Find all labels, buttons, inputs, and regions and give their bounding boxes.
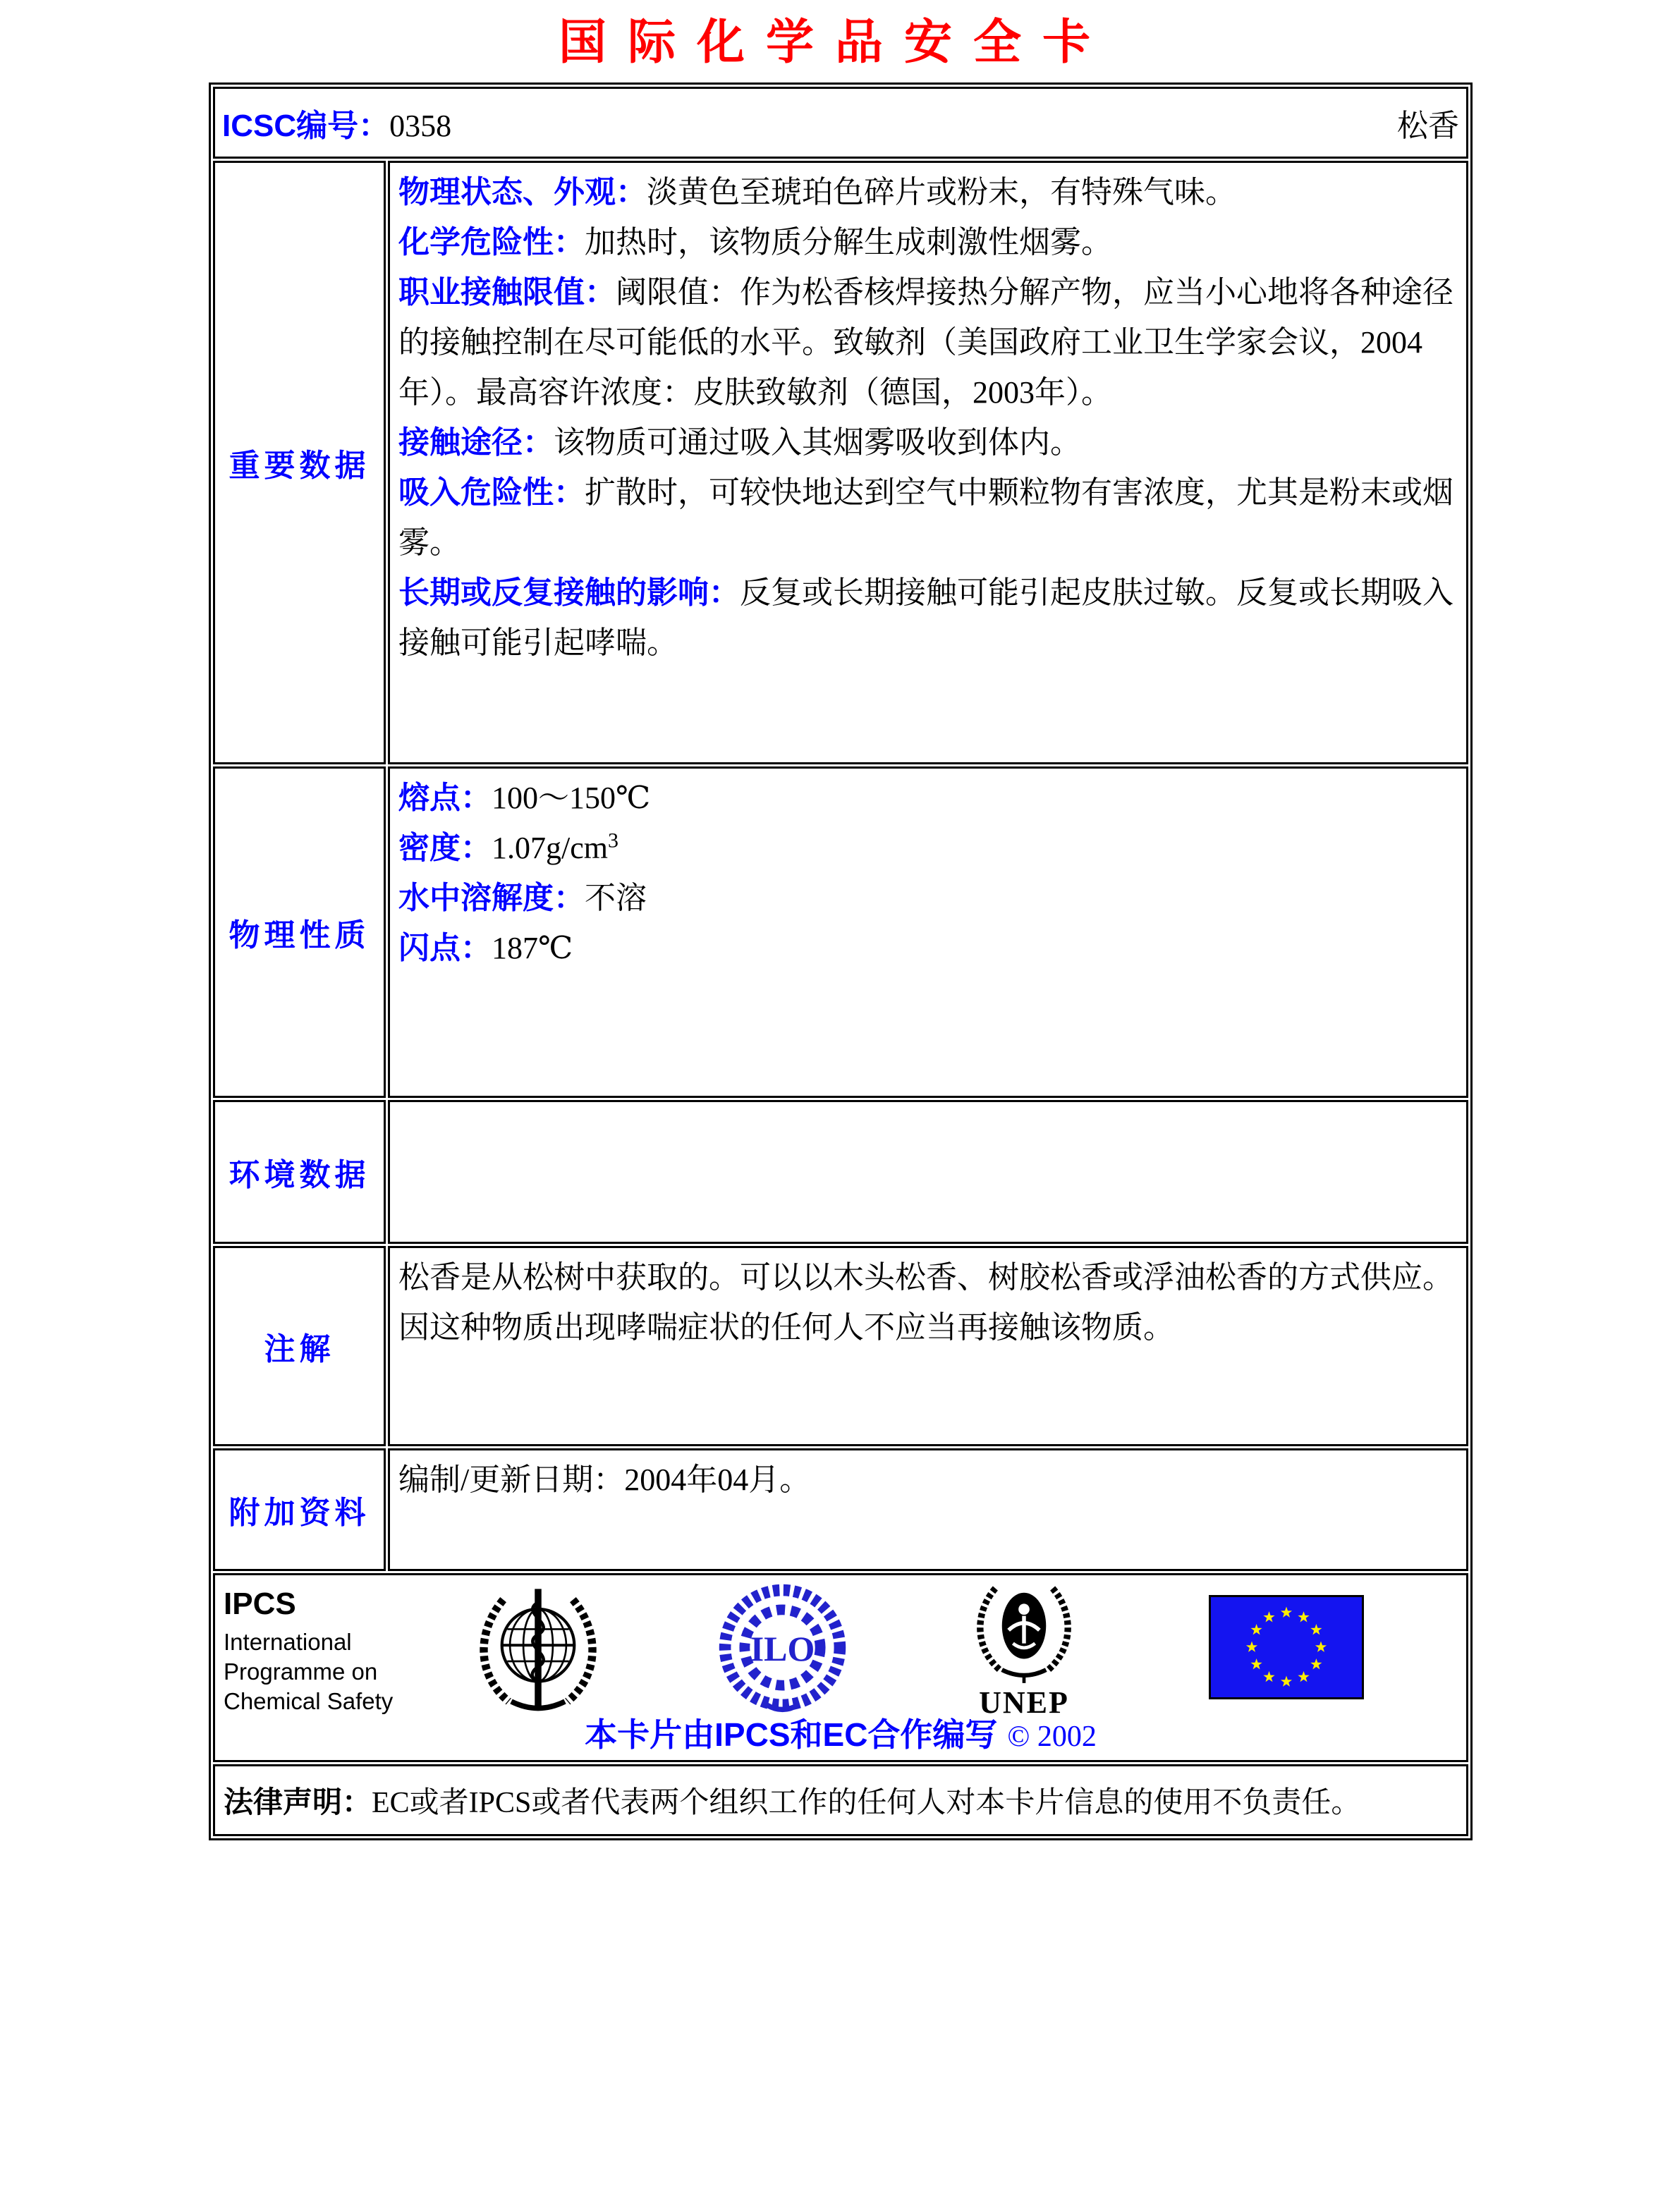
row-label-physical-properties: 物理性质 — [213, 766, 386, 1098]
field-label: 闪点： — [398, 931, 492, 965]
field-value: 阈限值：作为松香核焊接热分解产物，应当小心地将各种途径的接触控制在尽可能低的水平。致敏剂（美国政府工业卫生学家会议，2004年）。最高容许浓度：皮肤致敏剂（德国，2003年）。 — [398, 275, 1453, 410]
copyright-text: 本卡片由IPCS和EC合作编写 — [585, 1716, 998, 1753]
physical-property-item — [398, 823, 1458, 873]
field-value: 加热时，该物质分解生成刺激性烟雾。 — [585, 225, 1112, 259]
important-data-item — [398, 167, 1458, 217]
important-data-item — [398, 267, 1458, 417]
field-value: 不溶 — [585, 881, 647, 915]
field-value: 扩散时，可较快地达到空气中颗粒物有害浓度，尤其是粉末或烟雾。 — [398, 475, 1453, 560]
ilo-logo-icon — [717, 1582, 848, 1713]
field-label: 水中溶解度： — [398, 881, 585, 915]
field-label: 熔点： — [398, 781, 492, 815]
row-label-environmental-data: 环境数据 — [213, 1100, 386, 1244]
row-label-additional-info: 附加资料 — [213, 1448, 386, 1571]
environmental-data-content — [388, 1100, 1468, 1244]
row-label-notes: 注解 — [213, 1246, 386, 1446]
footer-logos-row — [213, 1573, 1468, 1762]
ipcs-acronym: IPCS — [224, 1587, 296, 1621]
eu-flag-icon — [1209, 1595, 1364, 1699]
field-label: 接触途径： — [398, 425, 554, 460]
physical-property-item — [398, 873, 1458, 923]
icsc-table — [209, 83, 1473, 1840]
field-value: 2004年04月。 — [624, 1462, 811, 1497]
field-value: 1.07g/cm — [492, 831, 608, 865]
field-value: 反复或长期接触可能引起皮肤过敏。反复或长期吸入接触可能引起哮喘。 — [398, 575, 1453, 660]
chemical-name: 松香 — [1397, 109, 1459, 143]
important-data-item — [398, 217, 1458, 267]
field-label: 密度： — [398, 831, 492, 865]
field-value: 该物质可通过吸入其烟雾吸收到体内。 — [554, 425, 1081, 460]
field-label: 长期或反复接触的影响： — [398, 575, 740, 610]
unep-label: UNEP — [979, 1685, 1069, 1720]
field-label: 吸入危险性： — [398, 475, 585, 510]
icsc-card-page — [0, 4, 1670, 2212]
superscript: 3 — [607, 829, 618, 853]
important-data-item — [398, 468, 1458, 568]
field-label: 化学危险性： — [398, 225, 585, 259]
unep-logo-block — [957, 1579, 1091, 1721]
physical-properties-content — [388, 766, 1468, 1098]
legal-notice-row — [213, 1764, 1468, 1836]
copyright-year: © 2002 — [1007, 1721, 1097, 1753]
field-value: 187℃ — [492, 931, 573, 965]
icsc-number-value: 0358 — [389, 109, 452, 143]
important-data-item — [398, 568, 1458, 668]
row-label-important-data: 重要数据 — [213, 161, 386, 764]
ipcs-line: Programme on — [224, 1658, 378, 1685]
icsc-number-group — [222, 100, 451, 145]
unep-emblem-icon — [968, 1579, 1080, 1685]
icsc-number-label: ICSC编号： — [222, 109, 390, 143]
important-data-content — [388, 161, 1468, 764]
field-value: 100～150℃ — [492, 781, 651, 815]
field-label: 编制/更新日期： — [398, 1462, 625, 1497]
ipcs-line: International — [224, 1629, 352, 1655]
additional-info-content — [388, 1448, 1468, 1571]
field-label: 职业接触限值： — [398, 275, 616, 310]
header-row — [213, 87, 1468, 159]
physical-property-item — [398, 773, 1458, 823]
ipcs-line: Chemical Safety — [224, 1688, 394, 1714]
important-data-item — [398, 417, 1458, 468]
ilo-letters: ILO — [750, 1629, 815, 1668]
page-title: 国际化学品安全卡 — [558, 14, 1111, 71]
ipcs-text-block — [224, 1587, 393, 1716]
notes-content: 松香是从松树中获取的。可以以木头松香、树胶松香或浮油松香的方式供应。因这种物质出现哮喘症状的任何人不应当再接触该物质。 — [388, 1246, 1468, 1446]
who-logo-icon — [471, 1581, 605, 1715]
physical-property-item — [398, 923, 1458, 973]
legal-label: 法律声明： — [224, 1785, 372, 1819]
field-label: 物理状态、外观： — [398, 175, 647, 209]
field-value: 淡黄色至琥珀色碎片或粉末，有特殊气味。 — [647, 175, 1236, 209]
additional-info-item — [398, 1455, 1458, 1505]
copyright-line — [215, 1709, 1466, 1756]
legal-text: EC或者IPCS或者代表两个组织工作的任何人对本卡片信息的使用不负责任。 — [372, 1787, 1361, 1819]
